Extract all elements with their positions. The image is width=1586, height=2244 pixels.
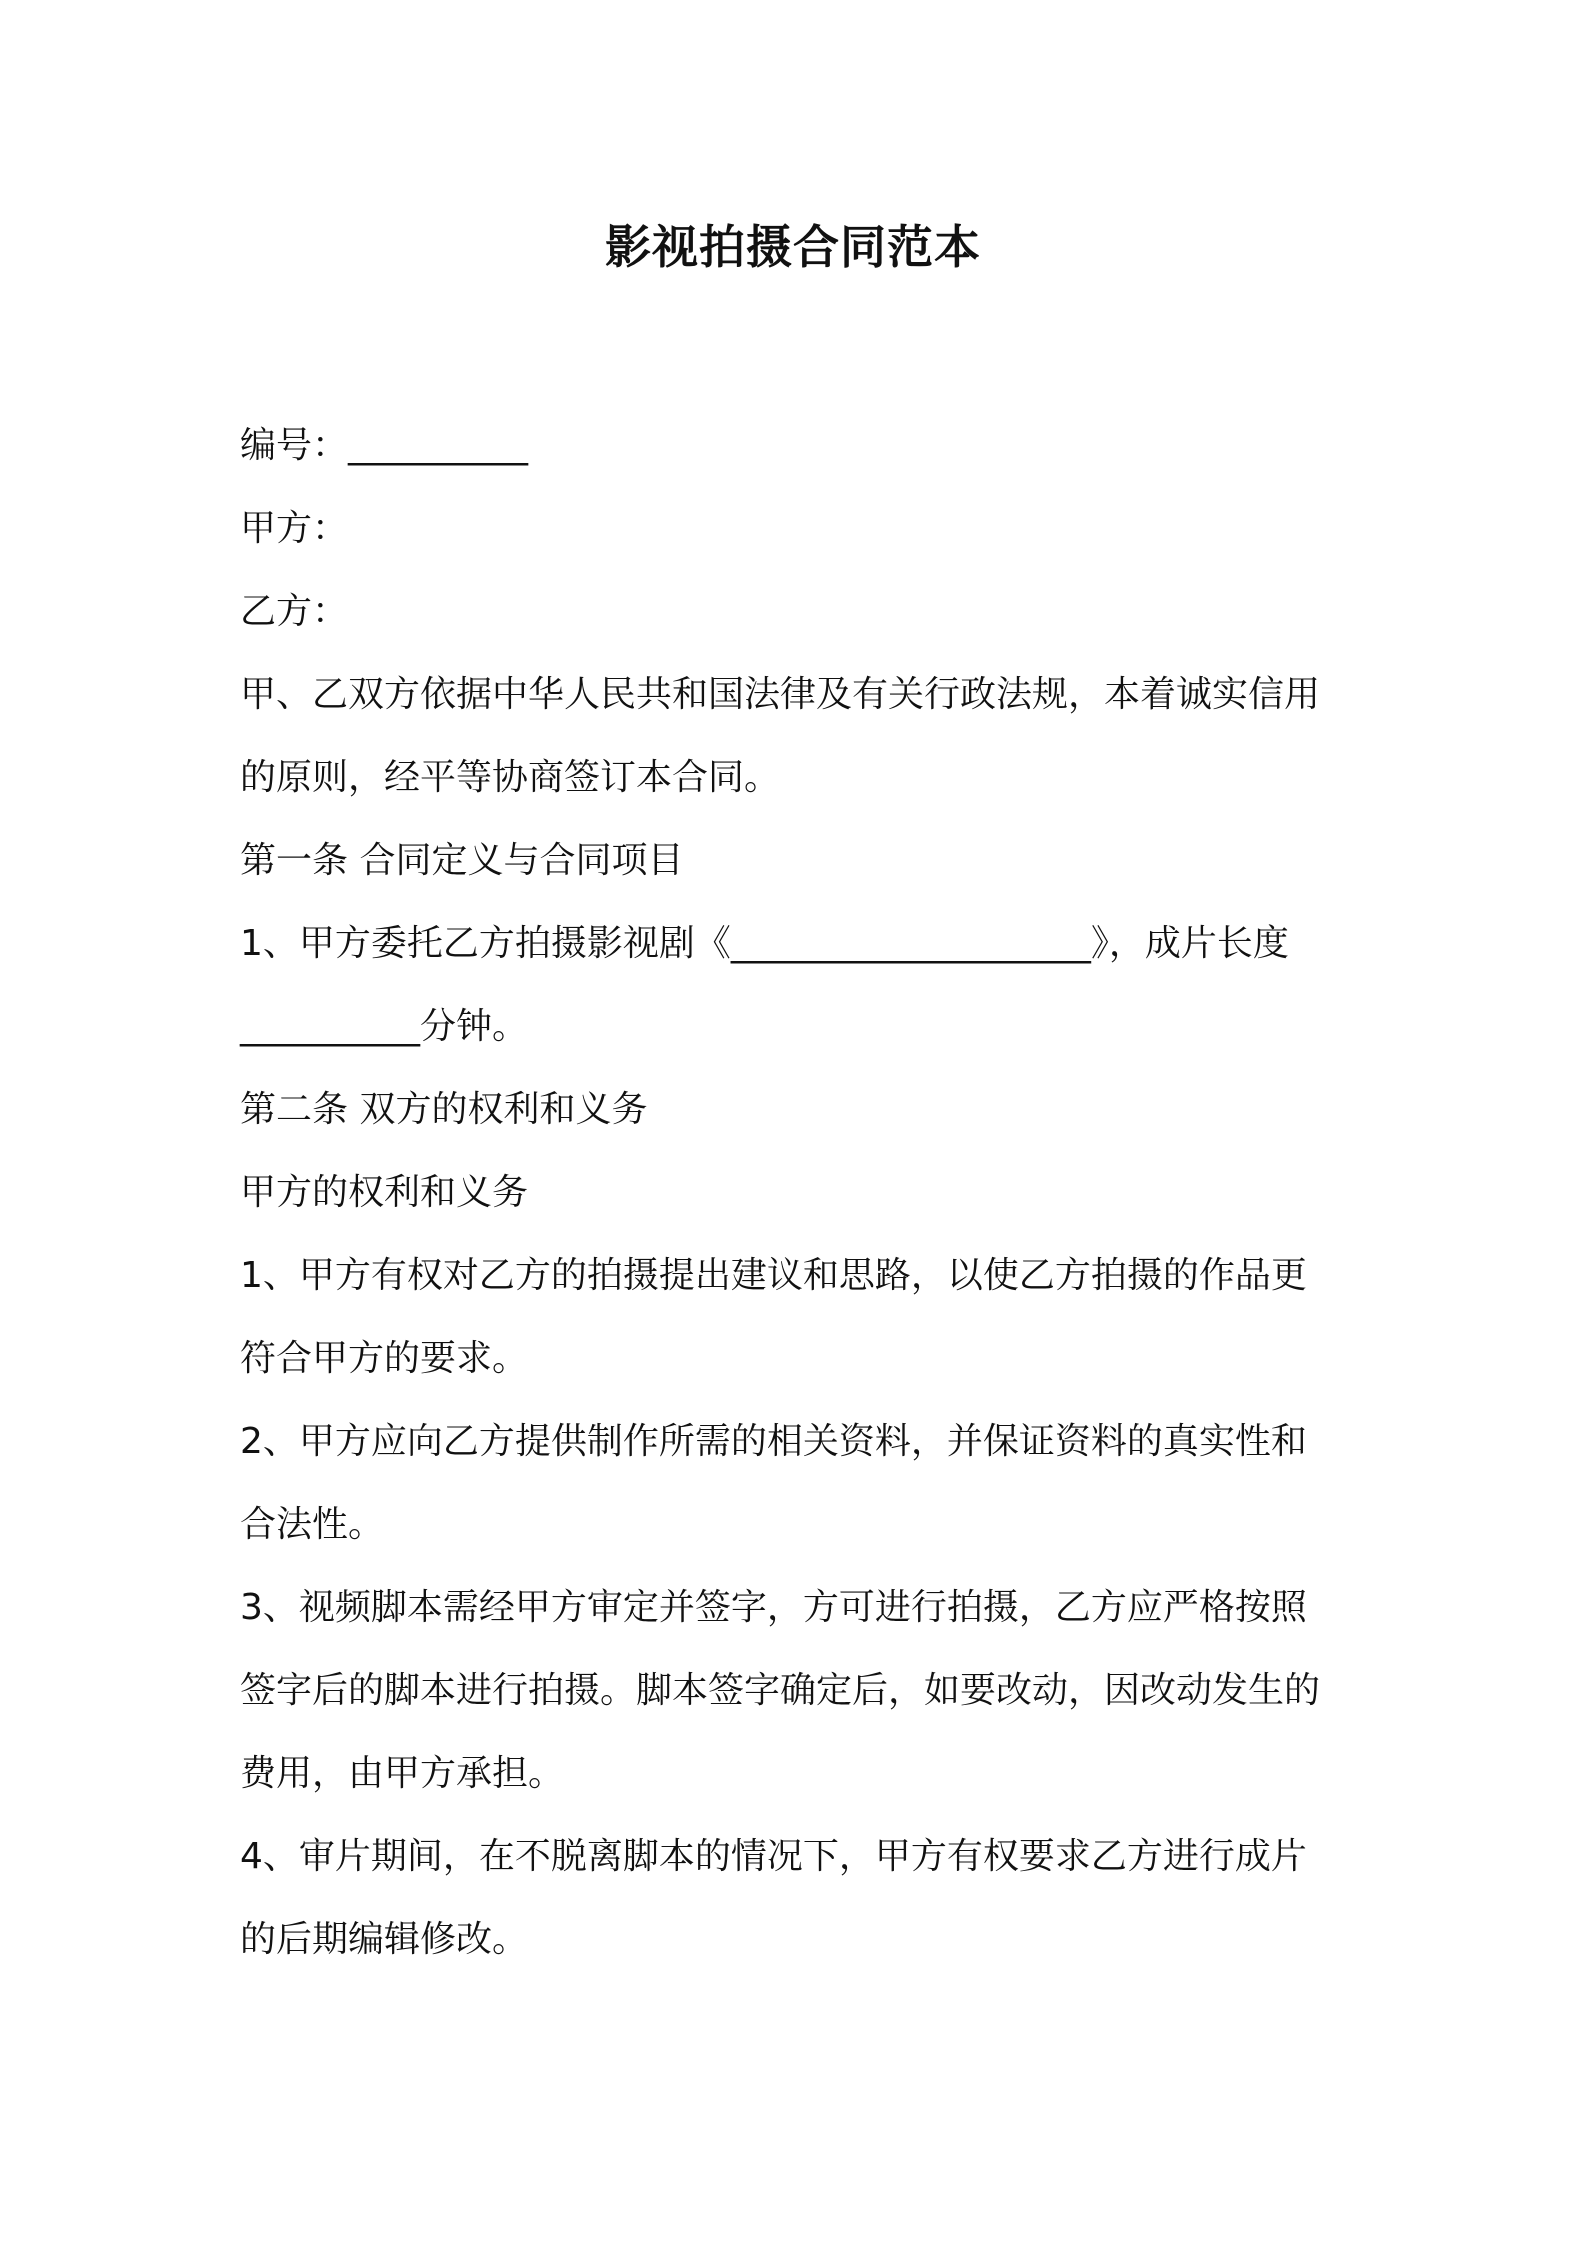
preamble-line-2: 的原则，经平等协商签订本合同。 [240, 757, 781, 798]
rights-clause-4-line-1: 4、审片期间，在不脱离脚本的情况下，甲方有权要求乙方进行成片 [240, 1836, 1307, 1877]
rights-clause-3-line-3: 费用，由甲方承担。 [240, 1753, 565, 1794]
article-1-clause-1-line-2: __________分钟。 [240, 1006, 529, 1047]
rights-clause-1-line-1: 1、甲方有权对乙方的拍摄提出建议和思路，以使乙方拍摄的作品更 [240, 1255, 1307, 1296]
rights-clause-3-line-2: 签字后的脚本进行拍摄。脚本签字确定后，如要改动，因改动发生的 [240, 1670, 1321, 1711]
article-1-heading: 第一条 合同定义与合同项目 [240, 840, 684, 881]
document-body [240, 404, 1360, 1981]
rights-clause-3-line-1: 3、视频脚本需经甲方审定并签字，方可进行拍摄，乙方应严格按照 [240, 1587, 1307, 1628]
rights-clause-2-line-2: 合法性。 [240, 1504, 385, 1545]
contract-number-line: 编号：__________ [240, 425, 529, 466]
preamble-line-1: 甲、乙双方依据中华人民共和国法律及有关行政法规，本着诚实信用 [240, 674, 1321, 715]
rights-clause-2-line-1: 2、甲方应向乙方提供制作所需的相关资料，并保证资料的真实性和 [240, 1421, 1307, 1462]
article-2-heading: 第二条 双方的权利和义务 [240, 1089, 648, 1130]
party-a-line: 甲方： [240, 508, 349, 549]
article-1-clause-1-line-1: 1、甲方委托乙方拍摄影视剧《____________________》，成片长度 [240, 923, 1289, 964]
document-title: 影视拍摄合同范本 [605, 220, 981, 274]
party-b-line: 乙方： [240, 591, 349, 632]
rights-clause-1-line-2: 符合甲方的要求。 [240, 1338, 529, 1379]
rights-clause-4-line-2: 的后期编辑修改。 [240, 1919, 529, 1960]
party-a-rights-heading: 甲方的权利和义务 [240, 1172, 529, 1213]
